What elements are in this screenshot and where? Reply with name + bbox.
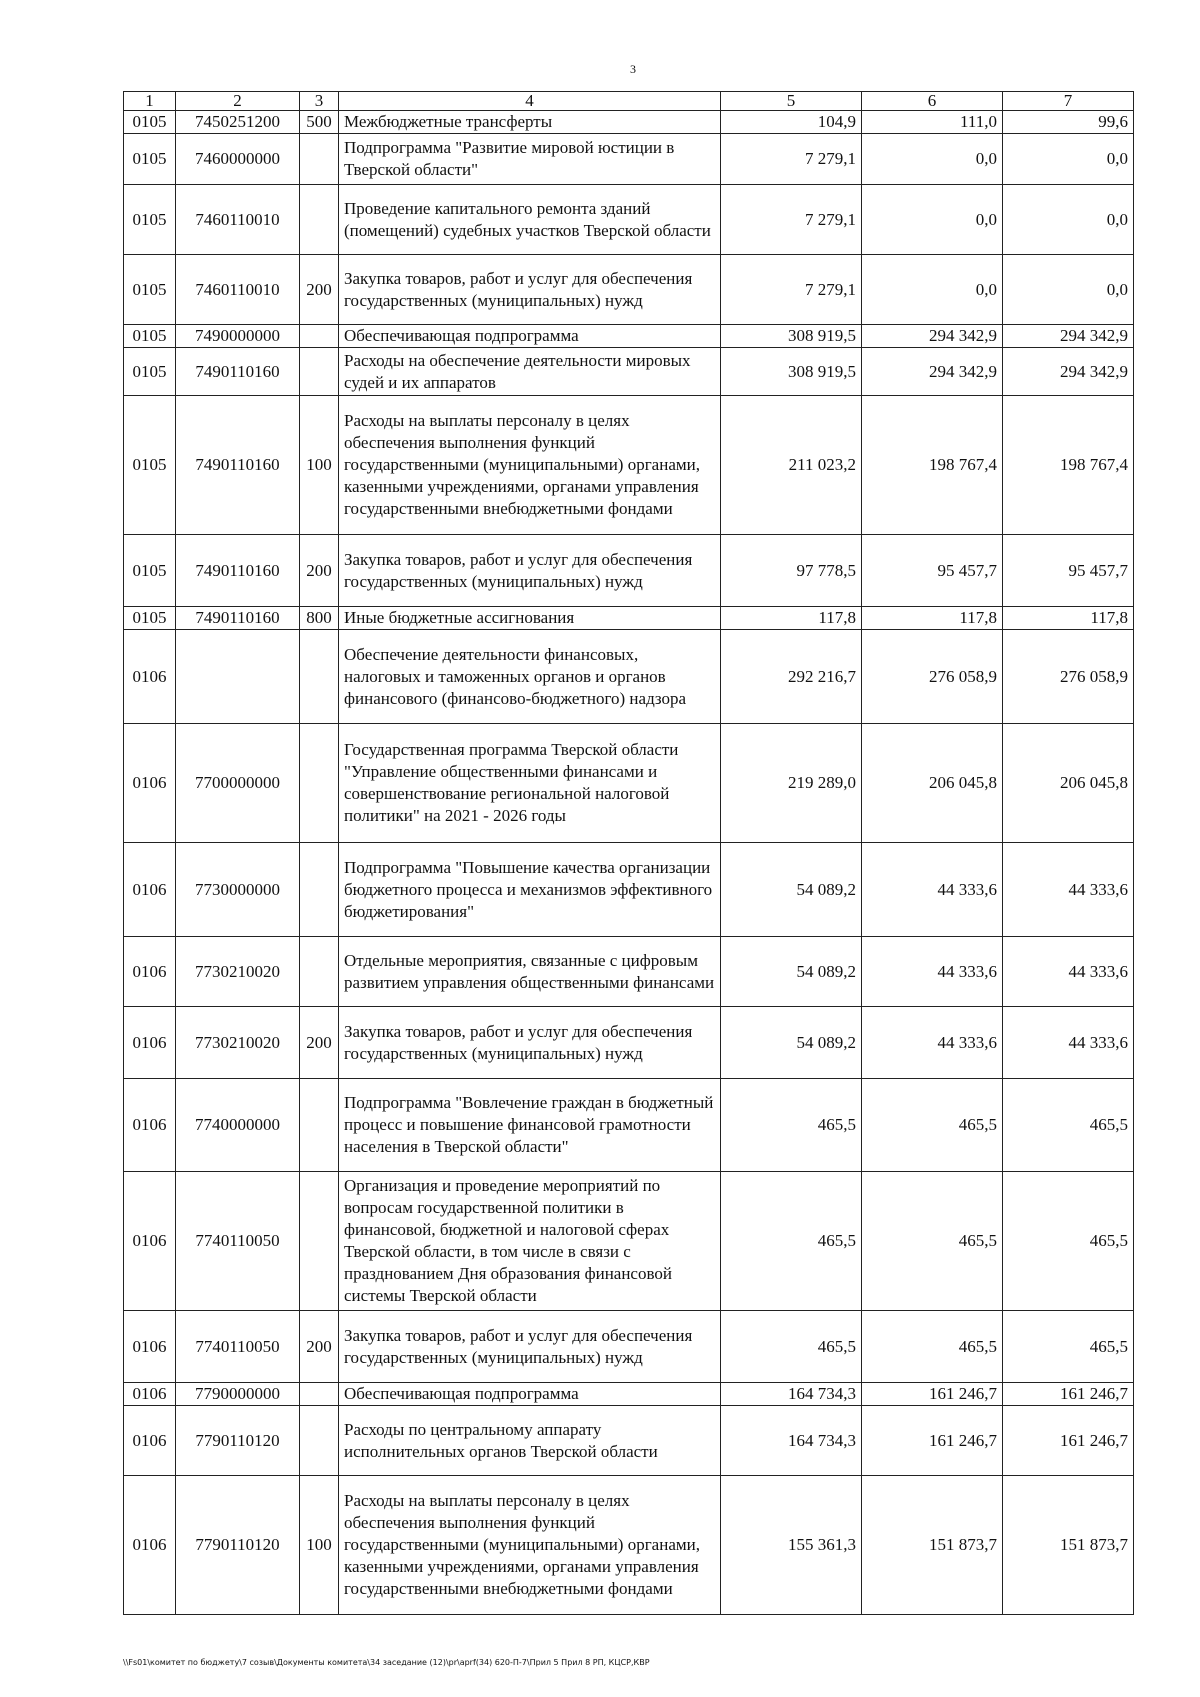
amount-col6: 44 333,6 (862, 843, 1003, 937)
section-code: 0105 (124, 396, 176, 535)
section-code: 0106 (124, 1311, 176, 1383)
expense-type-code: 200 (300, 1007, 339, 1079)
target-article-code: 7790110120 (176, 1406, 300, 1476)
amount-col5: 308 919,5 (721, 348, 862, 396)
amount-col7: 0,0 (1003, 134, 1134, 185)
item-name: Межбюджетные трансферты (339, 111, 721, 134)
amount-col7: 294 342,9 (1003, 348, 1134, 396)
table-row (124, 134, 1134, 185)
table-row (124, 535, 1134, 607)
table-row (124, 1406, 1134, 1476)
item-name: Проведение капитального ремонта зданий (помещений) судебных участков Тверской области (339, 185, 721, 255)
target-article-code: 7790000000 (176, 1383, 300, 1406)
amount-col7: 276 058,9 (1003, 630, 1134, 724)
table-row (124, 843, 1134, 937)
amount-col6: 95 457,7 (862, 535, 1003, 607)
amount-col5: 54 089,2 (721, 1007, 862, 1079)
amount-col5: 54 089,2 (721, 937, 862, 1007)
amount-col7: 465,5 (1003, 1079, 1134, 1172)
amount-col6: 465,5 (862, 1079, 1003, 1172)
item-name: Расходы по центральному аппарату исполнительных органов Тверской области (339, 1406, 721, 1476)
column-header: 5 (721, 92, 862, 111)
item-name: Государственная программа Тверской области "Управление общественными финансами и совершенствование региональной налоговой политики" на 2021 - 2026 годы (339, 724, 721, 843)
amount-col5: 7 279,1 (721, 185, 862, 255)
section-code: 0106 (124, 1406, 176, 1476)
expense-type-code (300, 1172, 339, 1311)
amount-col6: 465,5 (862, 1172, 1003, 1311)
amount-col5: 104,9 (721, 111, 862, 134)
target-article-code: 7730000000 (176, 843, 300, 937)
amount-col6: 161 246,7 (862, 1406, 1003, 1476)
table-row (124, 325, 1134, 348)
target-article-code (176, 630, 300, 724)
section-code: 0105 (124, 185, 176, 255)
table-row (124, 630, 1134, 724)
item-name: Расходы на выплаты персоналу в целях обеспечения выполнения функций государственными (муниципальными) органами, казенными учреждениями, органами управления государственными внебюджетными фондами (339, 1476, 721, 1615)
target-article-code: 7460000000 (176, 134, 300, 185)
amount-col6: 44 333,6 (862, 1007, 1003, 1079)
amount-col6: 117,8 (862, 607, 1003, 630)
expense-type-code: 200 (300, 1311, 339, 1383)
table-row (124, 1311, 1134, 1383)
amount-col7: 44 333,6 (1003, 843, 1134, 937)
target-article-code: 7740000000 (176, 1079, 300, 1172)
amount-col5: 7 279,1 (721, 134, 862, 185)
table-row (124, 255, 1134, 325)
section-code: 0106 (124, 1007, 176, 1079)
section-code: 0105 (124, 255, 176, 325)
target-article-code: 7490110160 (176, 396, 300, 535)
expense-type-code (300, 1406, 339, 1476)
amount-col7: 44 333,6 (1003, 1007, 1134, 1079)
item-name: Закупка товаров, работ и услуг для обеспечения государственных (муниципальных) нужд (339, 1007, 721, 1079)
amount-col6: 44 333,6 (862, 937, 1003, 1007)
table-row (124, 607, 1134, 630)
amount-col7: 198 767,4 (1003, 396, 1134, 535)
table-row (124, 1383, 1134, 1406)
section-code: 0106 (124, 724, 176, 843)
expense-type-code (300, 1383, 339, 1406)
amount-col5: 97 778,5 (721, 535, 862, 607)
item-name: Иные бюджетные ассигнования (339, 607, 721, 630)
item-name: Обеспечивающая подпрограмма (339, 325, 721, 348)
table-row (124, 348, 1134, 396)
amount-col6: 161 246,7 (862, 1383, 1003, 1406)
section-code: 0105 (124, 348, 176, 396)
section-code: 0106 (124, 843, 176, 937)
section-code: 0106 (124, 1383, 176, 1406)
item-name: Расходы на обеспечение деятельности мировых судей и их аппаратов (339, 348, 721, 396)
page-number: 3 (630, 62, 636, 76)
table-row (124, 1476, 1134, 1615)
item-name: Подпрограмма "Развитие мировой юстиции в Тверской области" (339, 134, 721, 185)
footer-file-path: \\Fs01\комитет по бюджету\7 созыв\Документы комитета\34 заседание (12)\pr\aprf(34) 620-П-7\Прил 5 Прил 8 РП, КЦСР,КВР (123, 1658, 650, 1667)
amount-col5: 164 734,3 (721, 1383, 862, 1406)
table-row (124, 724, 1134, 843)
amount-col7: 95 457,7 (1003, 535, 1134, 607)
amount-col7: 44 333,6 (1003, 937, 1134, 1007)
target-article-code: 7740110050 (176, 1172, 300, 1311)
section-code: 0105 (124, 134, 176, 185)
item-name: Подпрограмма "Повышение качества организации бюджетного процесса и механизмов эффективного бюджетирования" (339, 843, 721, 937)
amount-col7: 117,8 (1003, 607, 1134, 630)
column-header: 4 (339, 92, 721, 111)
item-name: Обеспечивающая подпрограмма (339, 1383, 721, 1406)
table-row (124, 111, 1134, 134)
amount-col6: 294 342,9 (862, 348, 1003, 396)
target-article-code: 7790110120 (176, 1476, 300, 1615)
amount-col7: 294 342,9 (1003, 325, 1134, 348)
item-name: Отдельные мероприятия, связанные с цифровым развитием управления общественными финансами (339, 937, 721, 1007)
expense-type-code (300, 1079, 339, 1172)
expense-type-code (300, 348, 339, 396)
amount-col7: 0,0 (1003, 185, 1134, 255)
table-row (124, 185, 1134, 255)
expense-type-code (300, 724, 339, 843)
column-header: 6 (862, 92, 1003, 111)
expense-type-code (300, 325, 339, 348)
section-code: 0106 (124, 630, 176, 724)
amount-col7: 206 045,8 (1003, 724, 1134, 843)
target-article-code: 7730210020 (176, 1007, 300, 1079)
amount-col6: 198 767,4 (862, 396, 1003, 535)
amount-col5: 219 289,0 (721, 724, 862, 843)
section-code: 0105 (124, 111, 176, 134)
amount-col7: 151 873,7 (1003, 1476, 1134, 1615)
target-article-code: 7700000000 (176, 724, 300, 843)
amount-col5: 211 023,2 (721, 396, 862, 535)
expense-type-code (300, 134, 339, 185)
item-name: Организация и проведение мероприятий по вопросам государственной политики в финансовой, бюджетной и налоговой сферах Тверской области, в том числе в связи с празднованием Дня образования финансовой системы Тверской области (339, 1172, 721, 1311)
target-article-code: 7740110050 (176, 1311, 300, 1383)
expense-type-code: 800 (300, 607, 339, 630)
section-code: 0106 (124, 1079, 176, 1172)
expense-type-code: 500 (300, 111, 339, 134)
expense-type-code (300, 843, 339, 937)
expense-type-code (300, 937, 339, 1007)
item-name: Подпрограмма "Вовлечение граждан в бюджетный процесс и повышение финансовой грамотности населения в Тверской области" (339, 1079, 721, 1172)
item-name: Закупка товаров, работ и услуг для обеспечения государственных (муниципальных) нужд (339, 1311, 721, 1383)
amount-col7: 161 246,7 (1003, 1406, 1134, 1476)
amount-col7: 0,0 (1003, 255, 1134, 325)
header-row (124, 92, 1134, 111)
amount-col6: 0,0 (862, 255, 1003, 325)
section-code: 0105 (124, 607, 176, 630)
section-code: 0105 (124, 325, 176, 348)
amount-col5: 308 919,5 (721, 325, 862, 348)
amount-col5: 54 089,2 (721, 843, 862, 937)
table-row (124, 1079, 1134, 1172)
target-article-code: 7490110160 (176, 348, 300, 396)
amount-col5: 465,5 (721, 1172, 862, 1311)
table-row (124, 937, 1134, 1007)
amount-col6: 276 058,9 (862, 630, 1003, 724)
table-row (124, 396, 1134, 535)
column-header: 1 (124, 92, 176, 111)
amount-col5: 7 279,1 (721, 255, 862, 325)
item-name: Обеспечение деятельности финансовых, налоговых и таможенных органов и органов финансового (финансово-бюджетного) надзора (339, 630, 721, 724)
expense-type-code (300, 185, 339, 255)
expense-type-code: 100 (300, 1476, 339, 1615)
column-header: 7 (1003, 92, 1134, 111)
target-article-code: 7450251200 (176, 111, 300, 134)
amount-col6: 465,5 (862, 1311, 1003, 1383)
amount-col5: 465,5 (721, 1079, 862, 1172)
target-article-code: 7490110160 (176, 607, 300, 630)
target-article-code: 7460110010 (176, 255, 300, 325)
target-article-code: 7490000000 (176, 325, 300, 348)
budget-table (123, 91, 1134, 1615)
amount-col6: 294 342,9 (862, 325, 1003, 348)
column-header: 3 (300, 92, 339, 111)
amount-col6: 206 045,8 (862, 724, 1003, 843)
item-name: Расходы на выплаты персоналу в целях обеспечения выполнения функций государственными (муниципальными) органами, казенными учреждениями, органами управления государственными внебюджетными фондами (339, 396, 721, 535)
target-article-code: 7730210020 (176, 937, 300, 1007)
amount-col7: 99,6 (1003, 111, 1134, 134)
amount-col5: 155 361,3 (721, 1476, 862, 1615)
amount-col6: 111,0 (862, 111, 1003, 134)
section-code: 0106 (124, 1172, 176, 1311)
target-article-code: 7490110160 (176, 535, 300, 607)
section-code: 0105 (124, 535, 176, 607)
item-name: Закупка товаров, работ и услуг для обеспечения государственных (муниципальных) нужд (339, 255, 721, 325)
amount-col6: 0,0 (862, 134, 1003, 185)
column-header: 2 (176, 92, 300, 111)
amount-col5: 465,5 (721, 1311, 862, 1383)
item-name: Закупка товаров, работ и услуг для обеспечения государственных (муниципальных) нужд (339, 535, 721, 607)
amount-col7: 161 246,7 (1003, 1383, 1134, 1406)
expense-type-code (300, 630, 339, 724)
table-row (124, 1172, 1134, 1311)
target-article-code: 7460110010 (176, 185, 300, 255)
amount-col6: 151 873,7 (862, 1476, 1003, 1615)
amount-col6: 0,0 (862, 185, 1003, 255)
amount-col7: 465,5 (1003, 1311, 1134, 1383)
section-code: 0106 (124, 937, 176, 1007)
expense-type-code: 100 (300, 396, 339, 535)
section-code: 0106 (124, 1476, 176, 1615)
table-row (124, 1007, 1134, 1079)
amount-col5: 164 734,3 (721, 1406, 862, 1476)
expense-type-code: 200 (300, 535, 339, 607)
amount-col5: 117,8 (721, 607, 862, 630)
amount-col5: 292 216,7 (721, 630, 862, 724)
amount-col7: 465,5 (1003, 1172, 1134, 1311)
expense-type-code: 200 (300, 255, 339, 325)
